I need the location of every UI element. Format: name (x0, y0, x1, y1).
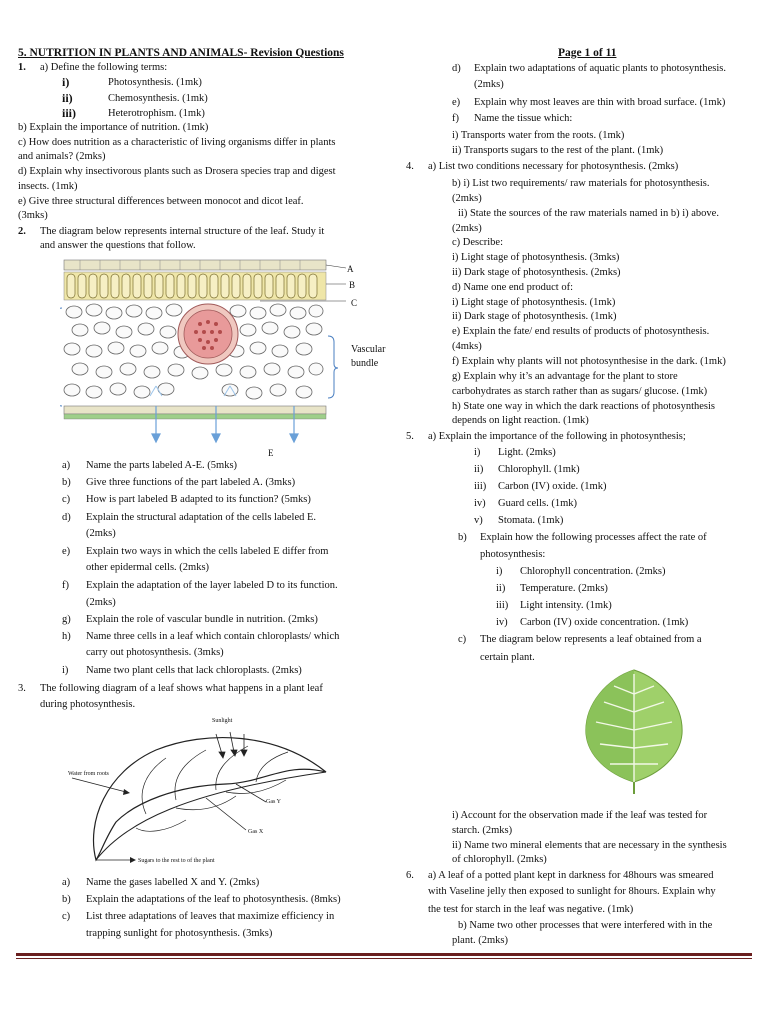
label-sunlight: Sunlight (212, 718, 233, 724)
q4-line: ii) Dark stage of photosynthesis. (1mk) (452, 311, 617, 322)
q5-number: 5. (406, 431, 414, 442)
q4-line: c) Describe: (452, 237, 504, 248)
q6-line: with Vaseline jelly then exposed to sunlight for 8hours. Explain why (428, 886, 716, 897)
q5a-item: Carbon (IV) oxide. (1mk) (498, 481, 607, 492)
q4-line: i) Light stage of photosynthesis. (1mk) (452, 297, 616, 308)
q3-part-label: e) (452, 97, 461, 108)
page-number: Page 1 of 11 (558, 47, 617, 59)
q4-line: h) State one way in which the dark reactions of photosynthesis (452, 401, 716, 412)
q4-line: g) Explain why it’s an advantage for the plant to store (452, 371, 678, 382)
q2-part-label: e) (62, 546, 71, 557)
footer-rule-thin (16, 958, 752, 959)
q6-line: a) A leaf of a potted plant kept in darkness for 48hours was smeared (428, 870, 714, 881)
q6-line: the test for starch in the leaf was negative. (1mk) (428, 904, 634, 915)
label-gas-x: Gas X (248, 829, 264, 835)
diagram-label-c: C (351, 298, 358, 308)
q1-term-num: i) (62, 75, 70, 89)
label-sugars: Sugars to the rest to of the plant (138, 858, 215, 864)
q1d: insects. (1mk) (18, 181, 78, 192)
q1e: (3mks) (18, 210, 48, 221)
q6b: b) Name two other processes that were interfered with in the (458, 920, 713, 931)
q4-line: carbohydrates as starch rather than as sugars/ glucose. (1mk) (452, 386, 708, 397)
q2-part: Name the parts labeled A-E. (5mks) (86, 460, 238, 471)
q3-part: (2mks) (474, 79, 504, 90)
q1b: b) Explain the importance of nutrition. (1mk) (18, 122, 209, 133)
q2-part: Explain the structural adaptation of the cells labeled E. (86, 512, 317, 523)
q5b-item: Temperature. (2mks) (520, 583, 608, 594)
q2-intro: and answer the questions that follow. (40, 240, 196, 251)
q1c: c) How does nutrition as a characteristic of living organisms differ in plants (18, 137, 336, 148)
q2-part-label: c) (62, 494, 71, 505)
q2-part: Name two plant cells that lack chloroplasts. (2mks) (86, 665, 302, 676)
q4-line: depends on light reaction. (1mk) (452, 415, 589, 426)
q2-intro: The diagram below represents internal structure of the leaf. Study it (40, 226, 325, 237)
q4-line: ii) Dark stage of photosynthesis. (2mks) (452, 267, 621, 278)
q5a: a) Explain the importance of the following in photosynthesis; (428, 431, 686, 442)
diagram-label-e: E (268, 448, 274, 458)
diagram-label-a: A (347, 264, 354, 274)
q2-part-label: g) (62, 614, 71, 625)
diagram-label-bundle: bundle (351, 358, 379, 369)
page-title: 5. NUTRITION IN PLANTS AND ANIMALS- Revision Questions (18, 47, 344, 59)
q5a-num: ii) (474, 464, 484, 475)
q1d: d) Explain why insectivorous plants such as Drosera species trap and digest (18, 166, 336, 177)
q3f-item: ii) Transports sugars to the rest of the plant. (1mk) (452, 145, 664, 156)
q5a-item: Chlorophyll. (1mk) (498, 464, 580, 475)
q5b-num: ii) (496, 583, 506, 594)
q2-part-label: a) (62, 460, 71, 471)
q1-term: Heterotrophism. (1mk) (108, 108, 205, 119)
q4-line: i) Light stage of photosynthesis. (3mks) (452, 252, 620, 263)
q3-part-label: d) (452, 63, 461, 74)
q3-number: 3. (18, 683, 26, 694)
q5a-item: Stomata. (1mk) (498, 515, 564, 526)
q1-term-num: ii) (62, 91, 73, 105)
q2-part-label: i) (62, 665, 69, 676)
q3f-item: i) Transports water from the roots. (1mk) (452, 130, 625, 141)
q5c-after: starch. (2mks) (452, 825, 513, 836)
q6-number: 6. (406, 870, 414, 881)
q1-term: Photosynthesis. (1mk) (108, 77, 202, 88)
q5a-item: Light. (2mks) (498, 447, 556, 458)
q3-part-label: a) (62, 877, 71, 888)
q4-line: ii) State the sources of the raw materials named in b) i) above. (458, 208, 719, 219)
q4-line: e) Explain the fate/ end results of products of photosynthesis. (452, 326, 710, 337)
q2-part: Explain the adaptation of the layer labeled D to its function. (86, 580, 338, 591)
q4-line: a) List two conditions necessary for photosynthesis. (2mks) (428, 161, 679, 172)
q1-term-num: iii) (62, 106, 76, 120)
q2-part: Explain the role of vascular bundle in nutrition. (2mks) (86, 614, 318, 625)
q4-line: f) Explain why plants will not photosynthesise in the dark. (1mk) (452, 356, 726, 367)
q3-part: Explain two adaptations of aquatic plants to photosynthesis. (474, 63, 726, 74)
q1c: and animals? (2mks) (18, 151, 106, 162)
q2-part-label: b) (62, 477, 71, 488)
label-gas-y: Gas Y (266, 799, 281, 805)
q1-term: Chemosynthesis. (1mk) (108, 93, 208, 104)
q5b-item: Carbon (IV) oxide concentration. (1mk) (520, 617, 689, 628)
q5c: The diagram below represents a leaf obtained from a (480, 634, 702, 645)
label-water: Water from roots (68, 771, 109, 777)
q3-part: Explain why most leaves are thin with broad surface. (1mk) (474, 97, 726, 108)
q4-line: (4mks) (452, 341, 482, 352)
q5b-num: iii) (496, 600, 509, 611)
q3-part: Explain the adaptations of the leaf to photosynthesis. (8mks) (86, 894, 341, 905)
q4-line: (2mks) (452, 193, 482, 204)
q6b: plant. (2mks) (452, 935, 508, 946)
q3-intro: The following diagram of a leaf shows what happens in a plant leaf (40, 683, 323, 694)
q5b-item: Chlorophyll concentration. (2mks) (520, 566, 666, 577)
q3-part: Name the tissue which: (474, 113, 573, 124)
q5c-after: i) Account for the observation made if the leaf was tested for (452, 810, 708, 821)
q4-line: (2mks) (452, 223, 482, 234)
q5c: certain plant. (480, 652, 535, 663)
q4-line: d) Name one end product of: (452, 282, 574, 293)
q5b: Explain how the following processes affect the rate of (480, 532, 707, 543)
q2-part: Give three functions of the part labeled A. (3mks) (86, 477, 296, 488)
diagram-label-vascular: Vascular (351, 344, 386, 355)
q2-part: Explain two ways in which the cells labeled E differ from (86, 546, 329, 557)
q2-part-label: d) (62, 512, 71, 523)
q5a-num: iv) (474, 498, 486, 509)
q2-part: Name three cells in a leaf which contain chloroplasts/ which (86, 631, 340, 642)
q5a-num: i) (474, 447, 481, 458)
q5c-label: c) (458, 634, 467, 645)
q2-part-label: h) (62, 631, 71, 642)
q2-part: (2mks) (86, 597, 116, 608)
q1-number: 1. (18, 62, 26, 73)
q5a-item: Guard cells. (1mk) (498, 498, 578, 509)
q1e: e) Give three structural differences between monocot and dicot leaf. (18, 196, 304, 207)
q4-number: 4. (406, 161, 414, 172)
green-leaf-image (578, 664, 690, 796)
q5c-after: of chlorophyll. (2mks) (452, 854, 547, 865)
q4-line: b) i) List two requirements/ raw materials for photosynthesis. (452, 178, 710, 189)
q2-part: other epidermal cells. (2mks) (86, 562, 210, 573)
q2-part-label: f) (62, 580, 69, 591)
leaf-photosynthesis-diagram (66, 712, 366, 870)
q1a: a) Define the following terms: (40, 62, 168, 73)
q3-part-label: c) (62, 911, 71, 922)
q5b-item: Light intensity. (1mk) (520, 600, 612, 611)
q3-part: trapping sunlight for photosynthesis. (3mks) (86, 928, 273, 939)
q5a-num: v) (474, 515, 483, 526)
q2-part: How is part labeled B adapted to its function? (5mks) (86, 494, 311, 505)
q5b-num: iv) (496, 617, 508, 628)
diagram-label-b: B (349, 280, 356, 290)
q5b: photosynthesis: (480, 549, 546, 560)
q2-part: (2mks) (86, 528, 116, 539)
q5b-label: b) (458, 532, 467, 543)
q3-part: Name the gases labelled X and Y. (2mks) (86, 877, 260, 888)
q2-number: 2. (18, 226, 26, 237)
q5b-num: i) (496, 566, 503, 577)
q3-part: List three adaptations of leaves that maximize efficiency in (86, 911, 335, 922)
q2-part: carry out photosynthesis. (3mks) (86, 647, 224, 658)
q3-part-label: b) (62, 894, 71, 905)
footer-rule (16, 953, 752, 956)
q5a-num: iii) (474, 481, 487, 492)
q3-part-label: f) (452, 113, 459, 124)
q5c-after: ii) Name two mineral elements that are necessary in the synthesis (452, 840, 727, 851)
q3-intro: during photosynthesis. (40, 699, 136, 710)
